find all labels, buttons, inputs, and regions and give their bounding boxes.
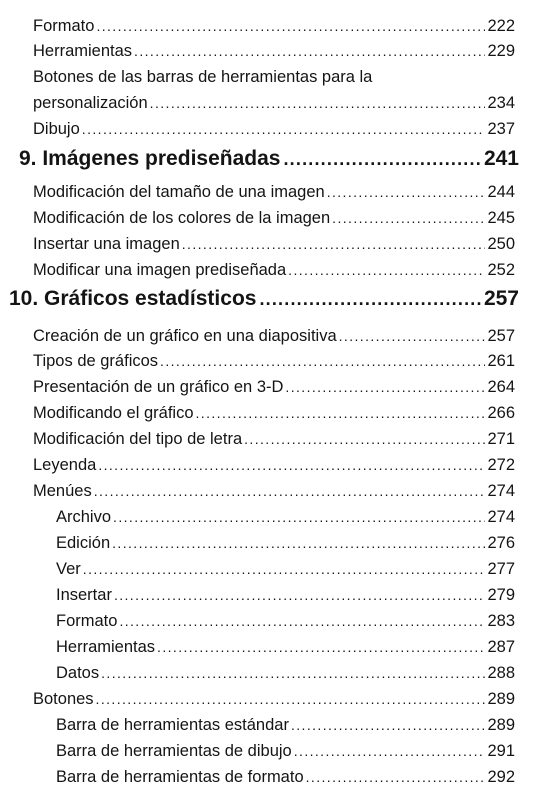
dot-leader [182,234,486,254]
dot-leader [291,715,486,735]
dot-leader [244,429,485,449]
toc-subentry [56,741,515,761]
dot-leader [339,326,486,346]
toc-entry-page: 266 [487,404,515,422]
dot-leader [134,41,485,61]
toc-entry-title: Datos [56,664,100,682]
dot-leader [285,377,485,397]
toc-entry-title: Formato [56,612,118,630]
toc-subentry [56,767,515,787]
toc-subentry [56,533,515,553]
toc-entry [33,41,515,61]
toc-subentry [56,611,515,631]
chapter-heading [19,146,519,172]
toc-entry-title: Insertar [56,586,112,604]
toc-entry [33,93,515,113]
toc-entry [33,182,515,202]
toc-entry-page: 222 [487,17,515,35]
chapter-page: 241 [483,147,519,170]
dot-leader [82,119,486,139]
chapter-title: 9. Imágenes prediseñadas [19,147,281,170]
toc-entry-title: Tipos de gráficos [33,352,159,370]
toc-entry-title: Modificar una imagen prediseñada [33,261,287,279]
toc-entry-page: 274 [487,508,515,526]
toc-entry-title: Archivo [56,508,112,526]
toc-entry-page: 252 [487,261,515,279]
toc-entry-page: 279 [487,586,515,604]
toc-entry-title-line: Botones de las barras de herramientas para la [33,68,373,86]
toc-entry-page: 288 [487,664,515,682]
toc-entry [33,234,515,254]
toc-entry-title: Presentación de un gráfico en 3-D [33,378,284,396]
toc-entry-page: 250 [487,235,515,253]
chapter-heading [9,286,519,312]
dot-leader [96,689,486,709]
toc-entry-page: 292 [487,768,515,786]
dot-leader [113,507,485,527]
toc-subentry [56,507,515,527]
toc-entry-page: 237 [487,120,515,138]
dot-leader [98,455,485,475]
toc-entry [33,119,515,139]
toc-entry-title: Herramientas [33,42,133,60]
dot-leader [101,663,485,683]
toc-entry-title: Formato [33,17,95,35]
toc-entry-title: Barra de herramientas de dibujo [56,742,292,760]
toc-entry-page: 276 [487,534,515,552]
dot-leader [150,93,486,113]
toc-entry-title: Edición [56,534,111,552]
toc-entry-page: 287 [487,638,515,656]
toc-entry-page: 272 [487,456,515,474]
toc-entry-page: 289 [487,690,515,708]
toc-entry-title: Leyenda [33,456,97,474]
toc-entry [33,351,515,371]
dot-leader [288,260,485,280]
toc-entry-page: 291 [487,742,515,760]
toc-entry-title: Herramientas [56,638,156,656]
toc-entry-page: 245 [487,209,515,227]
toc-entry-title: Creación de un gráfico en una diapositiva [33,327,337,345]
dot-leader [259,286,481,312]
toc-entry-title: Menúes [33,482,92,500]
toc-entry-title: Insertar una imagen [33,235,180,253]
toc-entry-page: 244 [487,183,515,201]
dot-leader [112,533,485,553]
toc-subentry [56,585,515,605]
toc-subentry [56,559,515,579]
toc-entry-page: 271 [487,430,515,448]
dot-leader [306,767,486,787]
toc-entry [33,455,515,475]
toc-entry-title: Barra de herramientas de formato [56,768,304,786]
toc-entry [33,689,515,709]
toc-entry [33,377,515,397]
toc-entry [33,208,515,228]
toc-entry-page: 289 [487,716,515,734]
dot-leader [83,559,486,579]
toc-entry-title: Ver [56,560,81,578]
dot-leader [196,403,486,423]
toc-entry-title: Dibujo [33,120,80,138]
toc-entry [33,403,515,423]
dot-leader [157,637,485,657]
toc-entry-page: 229 [487,42,515,60]
dot-leader [294,741,486,761]
toc-entry-title: Modificación del tamaño de una imagen [33,183,325,201]
toc-entry [33,326,515,346]
dot-leader [114,585,486,605]
chapter-title: 10. Gráficos estadísticos [9,287,257,310]
toc-subentry [56,715,515,735]
toc-entry-title: personalización [33,94,148,112]
chapter-page: 257 [483,287,519,310]
dot-leader [96,16,485,36]
toc-entry-title: Modificando el gráfico [33,404,194,422]
dot-leader [94,481,486,501]
dot-leader [332,208,485,228]
toc-entry-page: 283 [487,612,515,630]
toc-entry-page: 257 [487,327,515,345]
toc-entry [33,481,515,501]
toc-entry [33,16,515,36]
toc-entry-page: 277 [487,560,515,578]
toc-entry-page: 261 [487,352,515,370]
toc-subentry [56,663,515,683]
toc-entry [33,260,515,280]
toc-entry-page: 234 [487,94,515,112]
dot-leader [327,182,486,202]
toc-entry [33,429,515,449]
dot-leader [160,351,485,371]
toc-entry-title: Botones [33,690,94,708]
dot-leader [119,611,485,631]
toc-entry-title: Barra de herramientas estándar [56,716,289,734]
dot-leader [283,146,480,172]
toc-entry-page: 274 [487,482,515,500]
toc-subentry [56,637,515,657]
toc-entry-page: 264 [487,378,515,396]
toc-entry-title: Modificación del tipo de letra [33,430,243,448]
toc-entry-title: Modificación de los colores de la imagen [33,209,331,227]
